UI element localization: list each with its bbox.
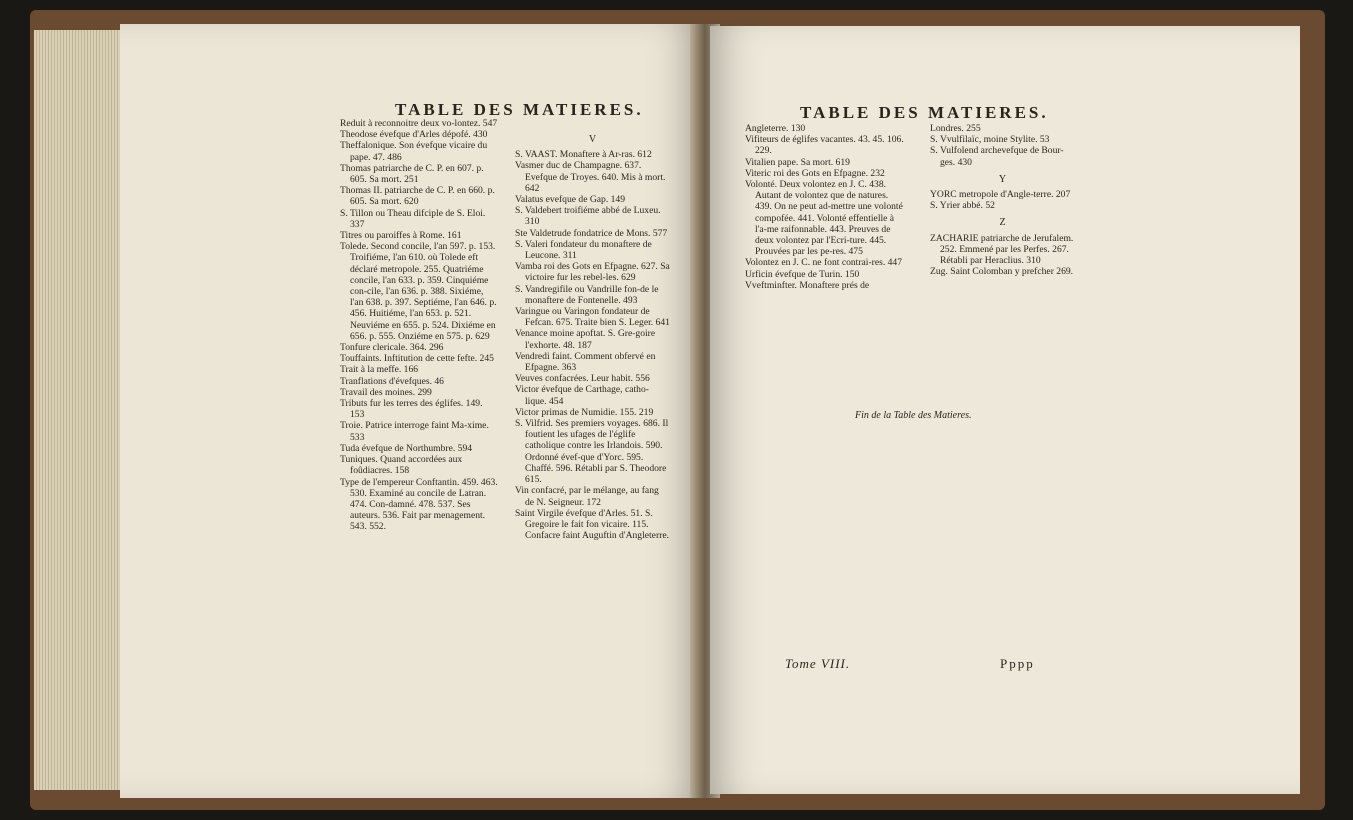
index-entry: Trait à la meffe. 166 <box>340 364 419 376</box>
index-entry: S. VAAST. Monaftere à Ar-ras. 612 <box>515 149 652 161</box>
index-entry: Zug. Saint Colomban y prefcher 269. <box>930 266 1074 278</box>
running-head-left: TABLE DES MATIERES. <box>395 100 644 119</box>
index-entry: Vin confacré, par le mélange, au fang de N. Seigneur. 172 <box>515 485 659 508</box>
index-entry: Titres ou paroiffes à Rome. 161 <box>340 230 462 242</box>
index-entry: S. Valeri fondateur du monaftere de Leucone. 311 <box>515 238 652 262</box>
index-entry: Volonté. Deux volontez en J. C. 438. Autant de volontez que de natures. 439. On ne peut ad-mettre une volonté compofée. 441. Volonté effentielle à l'a-me raifonnable. 443. Preuves de deux volontez par l'Ecri-ture. 445. Prouvées par les pe-res. 475 <box>745 179 903 258</box>
index-entry: Theodose évefque d'Arles dépofé. 430 <box>340 129 488 141</box>
index-entry: Londres. 255 <box>930 123 981 134</box>
index-entry: Touffaints. Inftitution de cette fefte. 245 <box>340 353 494 365</box>
index-entry: YORC metropole d'Angle-terre. 207 <box>930 189 1071 201</box>
index-entry: Venance moine apoftat. S. Gre-goire l'exhorte. 48. 187 <box>515 328 656 351</box>
index-entry: Reduit à reconnoitre deux vo-lontez. 547 <box>340 118 498 129</box>
index-entry: Thomas II. patriarche de C. P. en 660. p. 605. Sa mort. 620 <box>340 185 495 208</box>
index-entry: Vveftminfter. Monaftere prés de <box>745 279 870 291</box>
index-entry: Valatus evefque de Gap. 149 <box>515 194 626 206</box>
index-entry: Travail des moines. 299 <box>340 386 432 398</box>
index-entry: Ste Valdetrude fondatrice de Mons. 577 <box>515 227 668 239</box>
right-column-2 <box>930 123 1075 383</box>
index-entry: Viteric roi des Gots en Efpagne. 232 <box>745 167 885 179</box>
index-entry: Troie. Patrice interroge faint Ma-xime. 533 <box>340 420 489 443</box>
index-entry: S. Vilfrid. Ses premiers voyages. 686. Il foutient les ufages de l'églife catholique contre les Irlandois. 590. Ordonné évef-que d'Yorc. 595. Chaffé. 596. Rétabli par S. Theodore 615. <box>515 418 669 486</box>
index-entry: Saint Virgile évefque d'Arles. 51. S. Gregoire le fait fon vicaire. 115. Confacre faint Auguftin d'Angleterre. <box>515 507 669 542</box>
index-entry: Tuda évefque de Northumbre. 594 <box>340 442 473 454</box>
index-entry: Angleterre. 130 <box>745 123 806 134</box>
section-letter-v: V <box>588 134 597 145</box>
signature-mark: Pppp <box>1000 656 1035 671</box>
index-entry: Tonfure clericale. 364. 296 <box>340 342 444 354</box>
index-entry: Tuniques. Quand accordées aux foûdiacres. 158 <box>340 454 463 477</box>
left-column-2 <box>515 128 670 688</box>
end-note: Fin de la Table des Matieres. <box>855 410 972 421</box>
left-column-1 <box>340 118 498 678</box>
index-entry: S. Vandregifile ou Vandrille fon-de le monaftere de Fontenelle. 493 <box>515 283 659 306</box>
index-entry: Vasmer duc de Champagne. 637. Evefque de Troyes. 640. Mis à mort. 642 <box>515 160 666 194</box>
page-edges <box>34 30 134 790</box>
index-entry: Vamba roi des Gots en Efpagne. 627. Sa victoire fur les rebel-les. 629 <box>515 261 670 284</box>
index-entry: Volontez en J. C. ne font contrai-res. 447 <box>745 257 903 269</box>
index-entry: Veuves confacrées. Leur habit. 556 <box>515 373 650 385</box>
index-entry: Victor évefque de Carthage, catho-lique. 454 <box>515 384 649 407</box>
index-entry: ZACHARIE patriarche de Jerufalem. 252. Emmené par les Perfes. 267. Rétabli par Heraclius. 310 <box>930 232 1074 267</box>
index-entry: Tributs fur les terres des églifes. 149. 153 <box>340 398 483 421</box>
index-entry: S. Vvulfilaïc, moine Stylite. 53 <box>930 134 1050 146</box>
section-letter-z: Z <box>999 217 1006 229</box>
running-head-right: TABLE DES MATIERES. <box>800 103 1049 122</box>
index-entry: S. Vulfolend archevefque de Bour-ges. 430 <box>930 145 1064 168</box>
index-entry: Tolede. Second concile, l'an 597. p. 153. Troifiéme, l'an 610. où Tolede eft déclaré metropole. 255. Quatriéme concile, l'an 633. p. 359. Cinquiéme con-cile, l'an 636. p. 388. Sixiéme, l'an 638. p. 397. Septiéme, l'an 646. p. 456. Huitiéme, l'an 653. p. 521. Neuviéme en 655. p. 524. Dixiéme en 656. p. 555. Onziéme en 575. p. 629 <box>340 241 497 342</box>
index-entry: S. Tillon ou Theau difciple de S. Eloi. 337 <box>340 207 486 230</box>
index-entry: Thomas patriarche de C. P. en 607. p. 605. Sa mort. 251 <box>340 162 484 186</box>
index-entry: Vendredi faint. Comment obfervé en Efpagne. 363 <box>515 350 656 374</box>
index-entry: Victor primas de Numidie. 155. 219 <box>515 406 654 418</box>
index-entry: Vifiteurs de églifes vacantes. 43. 45. 106. 229. <box>745 134 904 157</box>
right-column-1 <box>745 123 907 373</box>
index-entry: S. Yrier abbé. 52 <box>930 200 995 212</box>
volume-label: Tome VIII. <box>785 656 851 671</box>
index-entry: Urficin évefque de Turin. 150 <box>745 268 860 280</box>
index-entry: Theffalonique. Son évefque vicaire du pape. 47. 486 <box>340 140 488 163</box>
index-entry: Type de l'empereur Conftantin. 459. 463. 530. Examiné au concile de Latran. 474. Con-damné. 478. 537. Ses auteurs. 536. Fait par menagement. 543. 552. <box>340 476 498 533</box>
index-entry: S. Valdebert troifiéme abbé de Luxeu. 310 <box>515 205 661 228</box>
section-letter-y: Y <box>998 173 1007 185</box>
index-entry: Vitalien pape. Sa mort. 619 <box>745 156 850 168</box>
index-entry: Tranflations d'évefques. 46 <box>340 375 444 387</box>
index-entry: Varingue ou Varingon fondateur de Fefcan. 675. Traite bien S. Leger. 641 <box>515 306 670 329</box>
